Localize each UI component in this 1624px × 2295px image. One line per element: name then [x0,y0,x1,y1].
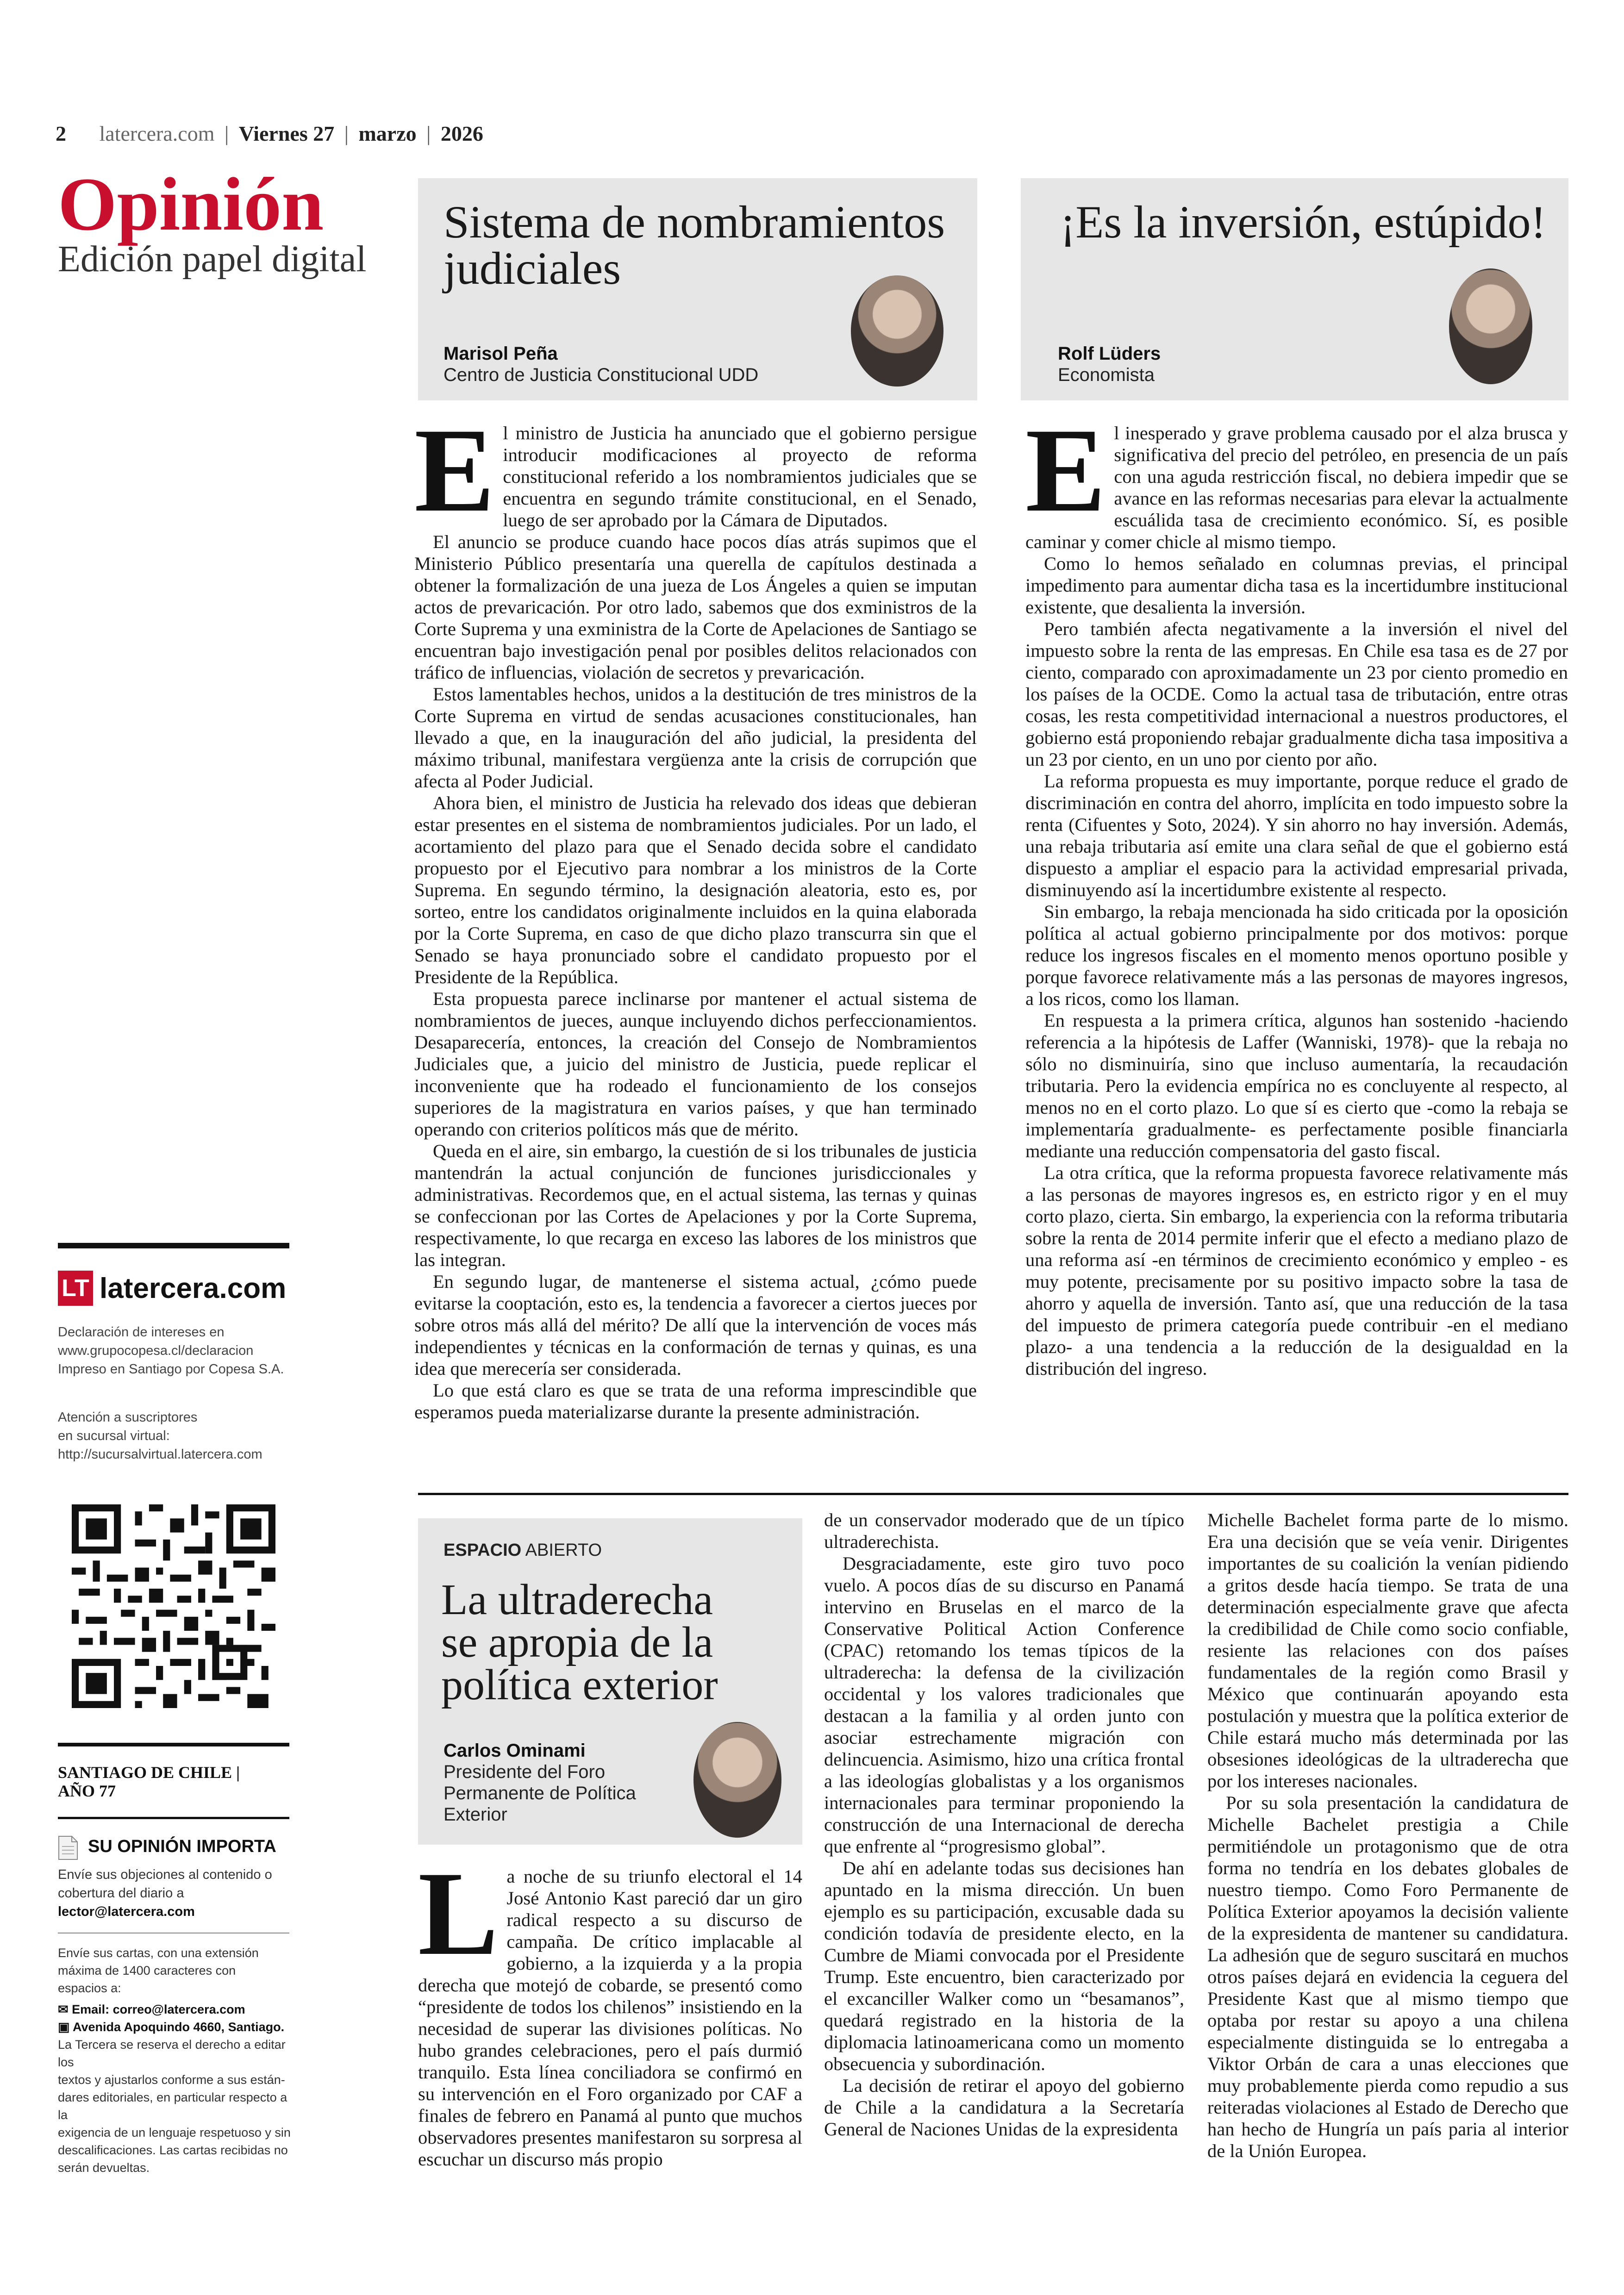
article2-author: Rolf Lüders [1058,343,1161,364]
affiliation-line: Exterior [443,1804,507,1825]
section-title: Opinión [58,162,324,246]
latercera-logo-icon[interactable]: LT [58,1271,93,1306]
article1-affiliation: Centro de Justicia Constitucional UDD [443,365,759,385]
sidebar-rule [58,1243,289,1248]
article3-title-line: La ultraderecha [441,1576,713,1624]
section-subtitle: Edición papel digital [58,239,367,280]
paragraph: Estos lamentables hechos, unidos a la destitución de tres ministros de la Corte Suprema en virtud de sendas acusaciones constitucionales, han llevado a que, en la inauguración del año judicial, la presidenta del máximo tribunal, manifestara vergüenza ante la crisis de corrupción que afecta al Poder Judicial. [414,684,977,792]
dropcap: L [418,1865,499,1980]
disclaimer-line: descalificaciones. Las cartas recibidas no [58,2143,288,2157]
date-day: Viernes 27 [238,122,335,145]
article3-column-1 [418,1865,802,2203]
subscribers-block [58,1408,299,1464]
article2-body [1025,422,1568,1459]
reader-email-link[interactable]: lector@latercera.com [58,1904,195,1919]
author-photo [1449,268,1532,384]
article3-title-line: se apropia de la [441,1618,713,1666]
paragraph: De ahí en adelante todas sus decisiones han apuntado en la misma dirección. Un buen ejemplo es su participación, excusable dada su condición todavía de presidente electo, en la Cumbre de Miami convocada por el Presidente Trump. Este encuentro, bien caracterizado por el excanciller Walker como un “besamanos”, quedará registrado en la historia de la diplomacia latinoamericana como un momento obsecuencia y subordinación. [824,1858,1184,2074]
disclaimer-line: serán devueltas. [58,2161,150,2175]
city-label: SANTIAGO DE CHILE | [58,1763,240,1782]
section-divider [418,1493,1568,1495]
dropcap: E [414,422,495,537]
article3-title-line: política exterior [441,1661,718,1709]
declaration-line: Declaración de intereses en [58,1325,225,1340]
your-opinion-title: SU OPINIÓN IMPORTA [88,1837,276,1856]
subscribers-link[interactable]: http://sucursalvirtual.latercera.com [58,1447,262,1462]
contact-address-row [58,2018,299,2036]
declaration-link[interactable]: www.grupocopesa.cl/declaracion [58,1343,254,1358]
kicker-bold: ESPACIO [443,1540,522,1560]
date-year: 2026 [440,122,483,145]
disclaimer-line: textos y ajustarlos conforme a sus están- [58,2073,285,2087]
paragraph: La otra crítica, que la reforma propuesta favorece relativamente más a las personas de mayores ingresos es, en estricto rigor y en el muy corto plazo, cierta. Sin embargo, la experiencia con la reforma tributaria sobre la renta de 2014 permite inferir que el efecto a mediano plazo de una reforma así -en términos de crecimiento económico y empleo - es muy potente, precisamente por su positivo impacto sobre la tasa de ahorro y aquella de inversión. Tanto así, que una reducción de la tasa del impuesto de primera categoría puede contribuir -en el mediano plazo- a una tendencia a la reducción de la desigualdad en la distribución del ingreso. [1025,1162,1568,1379]
subscribers-line: en sucursal virtual: [58,1428,170,1443]
article3-author: Carlos Ominami [443,1740,586,1761]
address-icon: ▣ [58,2020,73,2034]
article2-title: ¡Es la inversión, estúpido! [1060,196,1546,248]
paragraph: Como lo hemos señalado en columnas previas, el principal impedimento para aumentar dicha tasa es la incertidumbre institucional existente, que desalienta la inversión. [1025,553,1568,617]
article3-column-2 [824,1509,1184,2203]
opinion-line: Envíe sus objeciones al contenido o [58,1867,272,1882]
affiliation-line: Permanente de Política [443,1783,636,1803]
declaration-block [58,1323,299,1378]
dropcap: E [1025,422,1106,537]
subscribers-line: Atención a suscriptores [58,1410,198,1425]
letters-line: espacios a: [58,1981,121,1995]
page-header-bar: 2 latercera.com | Viernes 27 | marzo | 2026 [56,122,483,145]
paragraph: La reforma propuesta es muy importante, porque reduce el grado de discriminación en contra del ahorro, implícita en todo impuesto sobre la renta (Cifuentes y Soto, 2024). Y sin ahorro no hay inversión. Además, una rebaja tributaria así emite una clara señal de que el gobierno está dispuesto a ampliar el espacio para la actividad empresarial privada, disminuyendo así la incertidumbre existente al respecto. [1025,771,1568,900]
paragraph: En respuesta a la primera crítica, algunos han sostenido -haciendo referencia a la hipótesis de Laffer (Wanniski, 1978)- que la rebaja no sólo no disminuiría, sino que incluso aumentaría, la recaudación tributaria. Pero la evidencia empírica no es concluyente al respecto, al menos no en el corto plazo. Lo que sí es cierto que -como la rebaja se implementaría gradualmente- es perfectamente posible financiarla mediante una reducción compensatoria del gasto fiscal. [1025,1010,1568,1161]
qr-code[interactable] [72,1504,275,1708]
paragraph: l inesperado y grave problema causado por el alza brusca y significativa del precio del petróleo, en presencia de un país con una aguda restricción fiscal, no debiera impedir que se avance en las reformas necesarias para elevar la actualmente escuálida tasa de crecimiento económico. Sí, es posible caminar y comer chicle al mismo tiempo. [1025,423,1568,552]
declaration-line: Impreso en Santiago por Copesa S.A. [58,1362,284,1377]
paragraph: de un conservador moderado que de un típico ultraderechista. [824,1509,1184,1552]
article3-affiliation [443,1761,636,1825]
edition-year: AÑO 77 [58,1782,116,1800]
site-name[interactable]: latercera.com [99,122,215,145]
paragraph: El anuncio se produce cuando hace pocos días atrás supimos que el Ministerio Público presentaría una querella de capítulos destinada a obtener la formalización de una jueza de Los Ángeles a quien se imputan actos de prevaricación. Por otro lado, sabemos que dos exministros de la Corte Suprema y una exministra de la Corte de Apelaciones de Santiago se encuentran bajo investigación penal por posibles delitos relacionados con tráfico de influencias, violación de secretos y prevaricación. [414,531,977,683]
paragraph: l ministro de Justicia ha anunciado que el gobierno persigue introducir modificaciones al proyecto de reforma constitucional referido a los nombramientos judiciales que se encuentra en segundo trámite constitucional, en el Senado, luego de ser aprobado por la Cámara de Diputados. [503,423,977,530]
article1-body [414,422,977,1459]
kicker-rest: ABIERTO [521,1540,602,1560]
paragraph: Queda en el aire, sin embargo, la cuestión de si los tribunales de justicia mantendrán la actual conjunción de funciones jurisdiccionales y administrativas. Recordemos que, en el actual sistema, las ternas y quinas se confeccionan por las Cortes de Apelaciones y por la Corte Suprema, respectivamente, lo que recarga en exceso las labores de los ministros que las integran. [414,1141,977,1270]
opinion-line: cobertura del diario a [58,1886,184,1901]
article3-column-3 [1207,1509,1568,2203]
sidebar-rule [58,1817,289,1819]
mail-icon: ✉ [58,2002,72,2016]
article1-title-line: judiciales [443,243,621,294]
paragraph: En segundo lugar, de mantenerse el sistema actual, ¿cómo puede evitarse la cooptación, esto es, la tendencia a favorecer a ciertos jueces por sobre otros más allá del mérito? De allí que la intervención de voces más independientes y técnicas en la conformación de ternas y quinas, es una idea que merecería ser considerada. [414,1271,977,1379]
letters-line: máxima de 1400 caracteres con [58,1964,236,1977]
letters-block [58,1944,299,2177]
disclaimer-line: La Tercera se reserva el derecho a editar los [58,2038,286,2069]
author-photo [693,1722,781,1838]
paragraph: Esta propuesta parece inclinarse por mantener el actual sistema de nombramientos de jueces, aunque incluyendo dichos perfeccionamientos. Desaparecería, entonces, la creación del Consejo de Nombramientos Judiciales que, a juicio del ministro de Justicia, puede replicar el inconveniente que ha rodeado el funcionamiento de los consejos superiores de la magistratura en varios países, y que han terminado operando con criterios políticos más que de mérito. [414,988,977,1140]
contact-email[interactable]: Email: correo@latercera.com [72,2002,245,2016]
article1-title [443,196,945,294]
affiliation-line: Presidente del Foro [443,1762,606,1782]
article2-header-box [1021,178,1568,400]
disclaimer-line: dares editoriales, en particular respecto a la [58,2090,287,2122]
paragraph: Desgraciadamente, este giro tuvo poco vuelo. A pocos días de su discurso en Panamá intervino en Bruselas en el marco de la Conservative Political Action Conference (CPAC) retomando los temas típicos de la ultraderecha: la defensa de la civilización occidental y los valores tradicionales que destacan a la familia y al orden junto con asociar estrechamente migración con delincuencia. Asimismo, hizo una crítica frontal a las ideologías globalistas y a los organismos internacionales para terminar proponiendo la construcción de una Internacional de derecha que enfrente al “progresismo global”. [824,1553,1184,1857]
paragraph: a noche de su triunfo electoral el 14 José Antonio Kast pareció dar un giro radical respecto a su discurso de campaña. De crítico implacable al gobierno, a la izquierda y a la propia derecha que motejó de cobarde, se presentó como “presidente de todos los chilenos” insistiendo en la necesidad de superar las divisiones políticas. No hubo grandes celebraciones, pero el país durmió tranquilo. Esta línea conciliadora se confirmó en su intervención en el Foro organizado por CAF a finales de febrero en Panamá al punto que muchos observadores presentes manifestaron su sorpresa al escuchar un discurso más propio [418,1866,802,2170]
latercera-logo-text[interactable]: latercera.com [100,1272,287,1304]
sidebar-rule [58,1743,289,1746]
disclaimer-line: exigencia de un lenguaje respetuoso y sin [58,2126,291,2139]
contact-email-row[interactable] [58,2001,299,2018]
document-icon [58,1835,78,1860]
paragraph: Pero también afecta negativamente a la inversión el nivel del impuesto sobre la renta de las empresas. En Chile esa tasa es de 27 por ciento, comparado con aproximadamente un 23 por ciento promedio en los países de la OCDE. Como la actual tasa de tributación, entre otras cosas, les resta competitividad internacional a nuestros productores, el gobierno está proponiendo rebajar gradualmente dicha tasa impositiva a un 23 por ciento, en un uno por ciento por año. [1025,618,1568,770]
article3-kicker [443,1540,602,1560]
article2-affiliation: Economista [1058,365,1155,385]
contact-address: Avenida Apoquindo 4660, Santiago. [73,2020,285,2034]
article1-title-line: Sistema de nombramientos [443,196,945,248]
paragraph: Ahora bien, el ministro de Justicia ha relevado dos ideas que debieran estar presentes en el sistema de nombramientos judiciales. Por un lado, el acortamiento del plazo para que el Senado decida sobre el candidato propuesto por el Ejecutivo para nombrar a los ministros de la Corte Suprema. En segundo término, la designación aleatoria, esto es, por sorteo, entre los candidatos originalmente incluidos en la quina elaborada por la Corte Suprema, en caso de que dicho plazo transcurra sin que el Senado se haya pronunciado sobre el candidato propuesto por el Presidente de la República. [414,792,977,987]
author-photo [851,275,943,387]
article1-header-box [418,178,977,400]
article3-header-box [418,1518,802,1845]
article1-author: Marisol Peña [443,343,558,364]
paragraph: Sin embargo, la rebaja mencionada ha sido criticada por la oposición política al actual gobierno principalmente por dos motivos: porque reduce los ingresos fiscales en el momento menos oportuno posible y porque favorece relativamente más a las personas de mayores ingresos, a los ricos, como los llaman. [1025,901,1568,1009]
paragraph: Lo que está claro es que se trata de una reforma imprescindible que esperamos pueda materializarse durante la presente administración. [414,1380,977,1422]
article3-title [441,1576,718,1709]
opinion-block [58,1865,299,1921]
letters-line: Envíe sus cartas, con una extensión [58,1946,259,1960]
paragraph: Por su sola presentación la candidatura de Michelle Bachelet prestigia a Chile permitiéndole un protagonismo que de otra forma no tendría en los debates globales de nuestro tiempo. Como Foro Permanente de Política Exterior apoyamos la decisión valiente de la expresidenta de mantener su candidatura. La adhesión que de seguro suscitará en muchos otros países dejará en evidencia la ceguera del Presidente Kast que al mismo tiempo que optaba por restar su apoyo a una chilena especialmente distinguida se lo entregaba a Viktor Orbán de cara a unas elecciones que muy probablemente pierda como repudio a sus reiteradas violaciones al Estado de Derecho que han hecho de Hungría un país paria al interior de la Unión Europea. [1207,1792,1568,2161]
paragraph: Michelle Bachelet forma parte de lo mismo. Era una decisión que se veía venir. Dirigentes importantes de su coalición la venían pidiendo a gritos desde hacía tiempo. Se trata de una determinación especialmente grave que afecta la credibilidad de Chile como socio confiable, resiente las relaciones con dos países fundamentales de la región como Brasil y México que continuarán apoyando esta postulación y muestra que la política exterior de Chile estará mucho más determinada por las obsesiones ideológicas de la ultraderecha que por los intereses nacionales. [1207,1509,1568,1791]
date-month: marzo [358,122,417,145]
page-number: 2 [56,122,66,145]
paragraph: La decisión de retirar el apoyo del gobierno de Chile a la candidatura a la Secretaría General de Naciones Unidas de la expresidenta [824,2075,1184,2139]
